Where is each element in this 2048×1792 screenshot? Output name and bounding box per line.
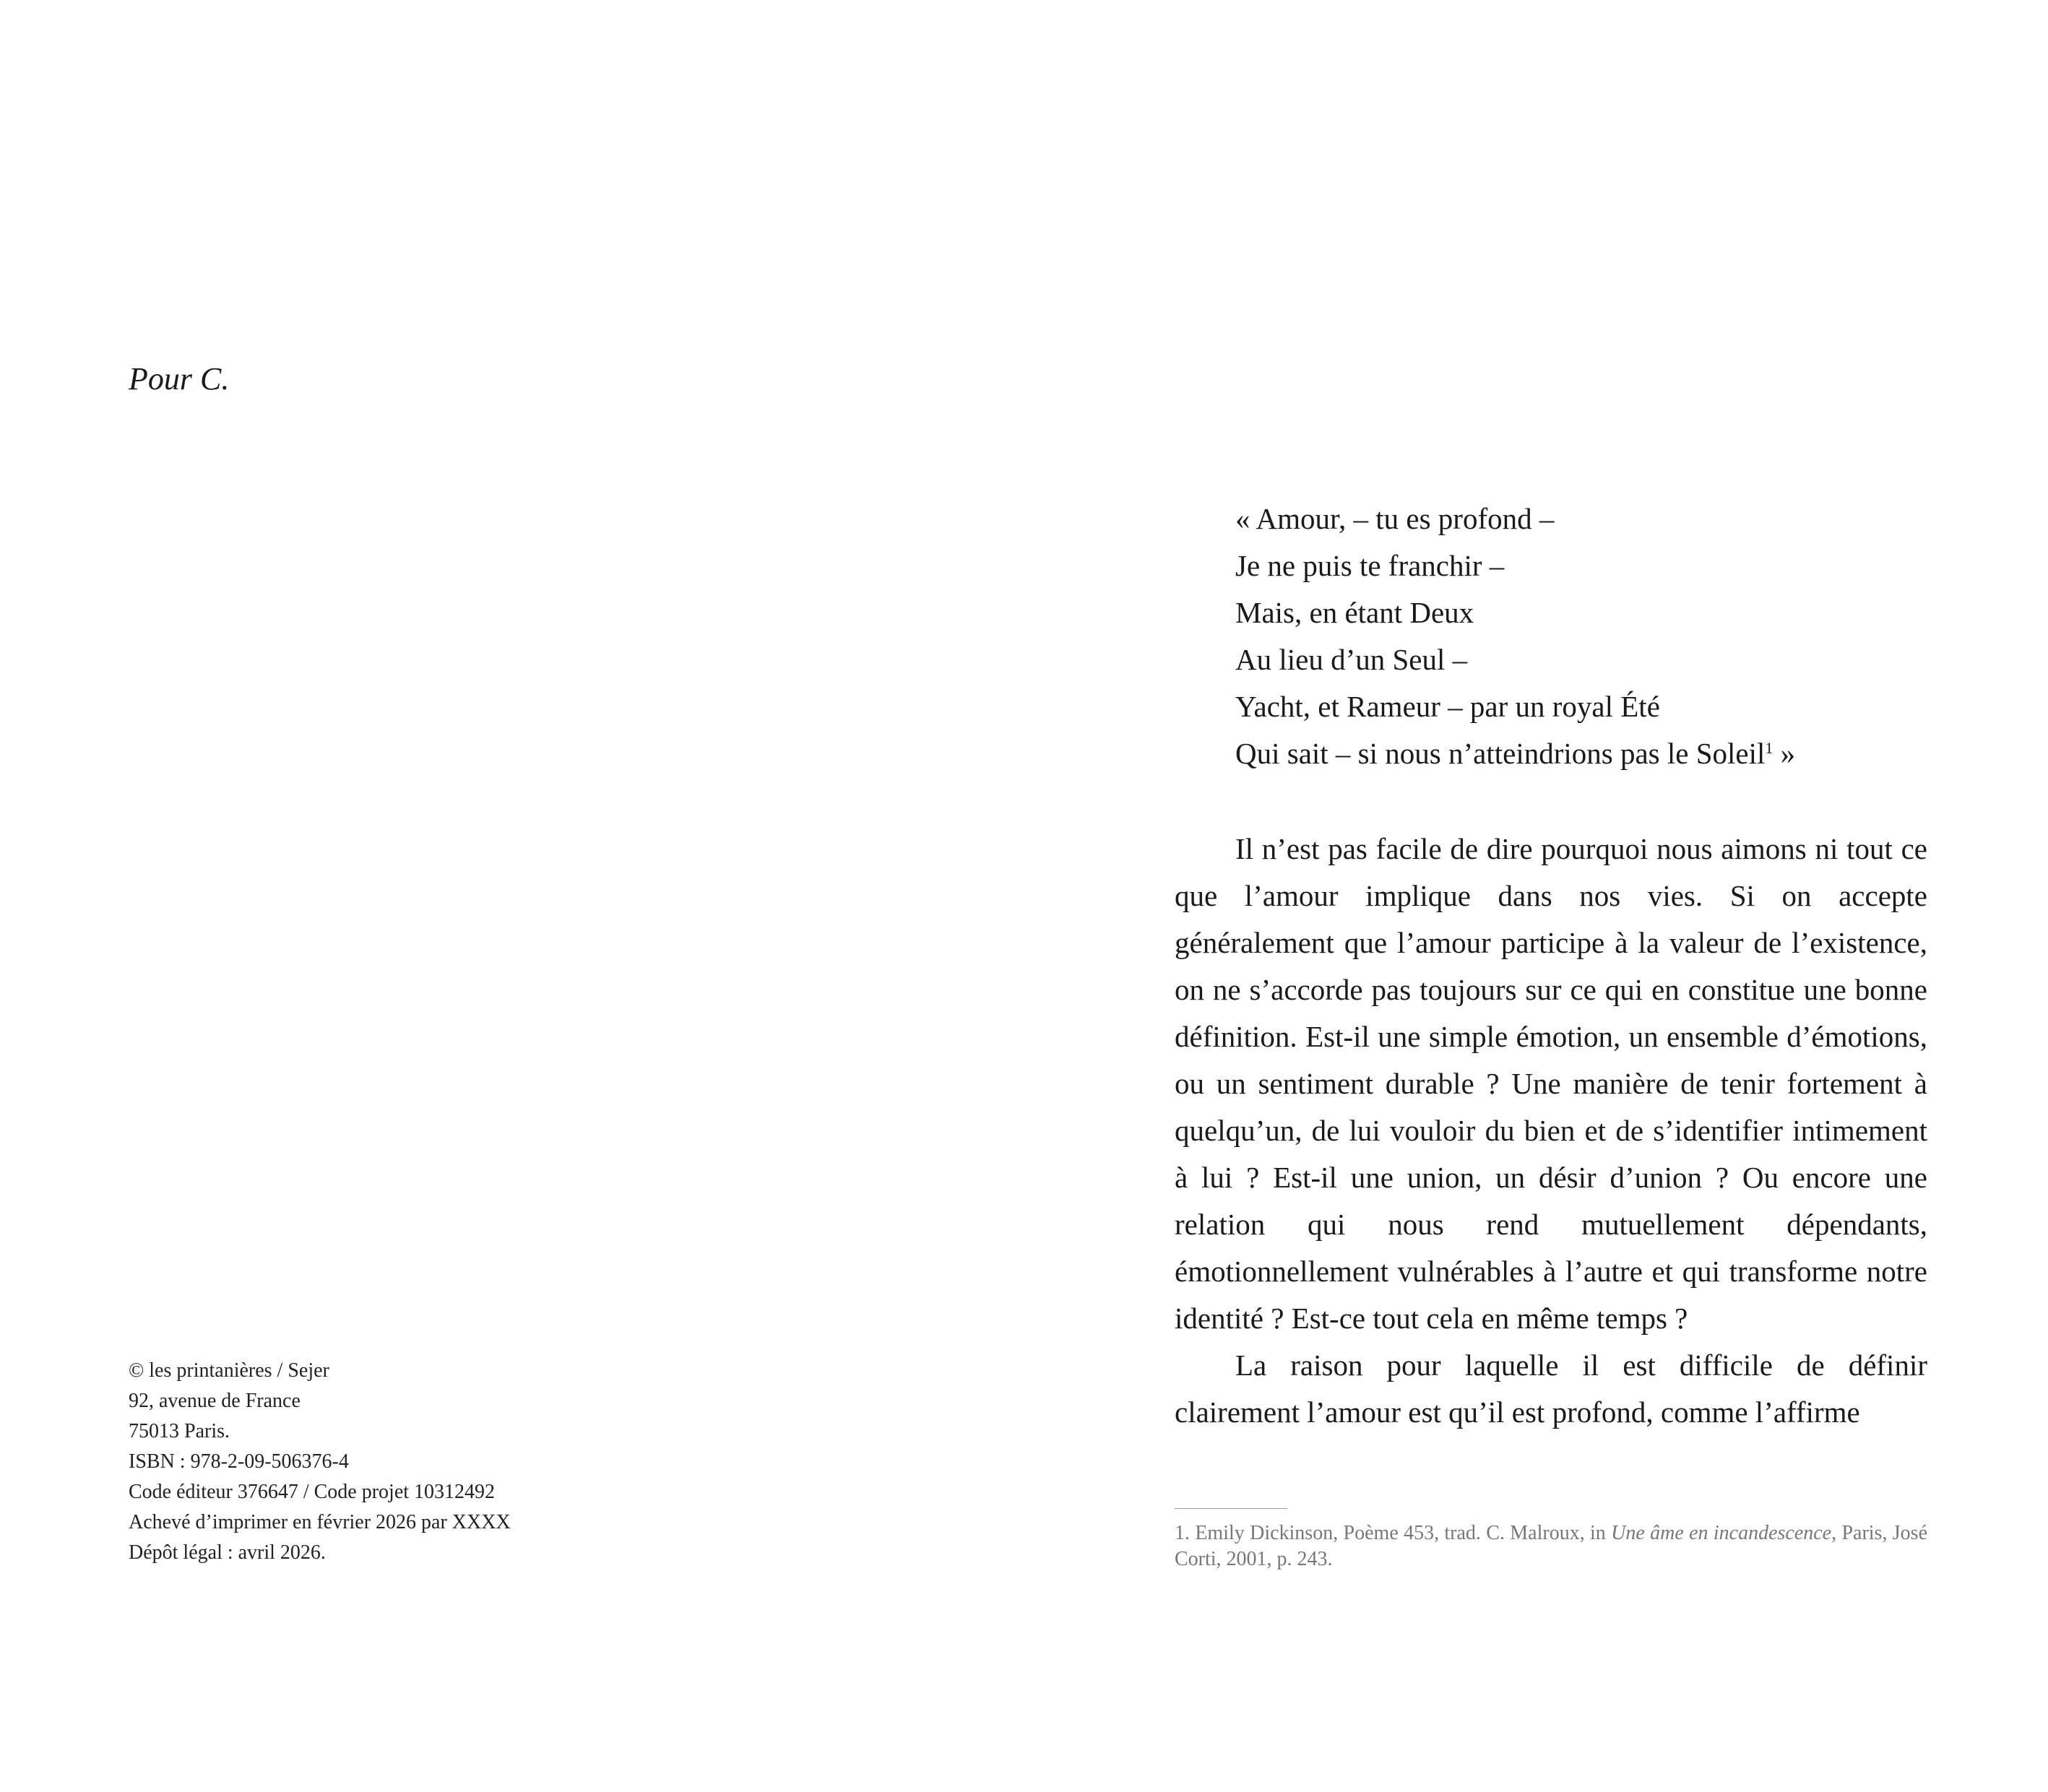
colophon-line: ISBN : 978-2-09-506376-4 bbox=[129, 1450, 349, 1473]
footnote-book-title: Une âme en incandescence bbox=[1611, 1522, 1832, 1544]
paragraph: La raison pour laquelle il est difficile de définir clairement l’amour est qu’il est profond, comme l’affirme bbox=[1175, 1349, 1927, 1429]
footnote-text-end: , Paris, José Corti, 2001, p. 243. bbox=[1175, 1522, 1927, 1570]
footnote-divider bbox=[1175, 1508, 1287, 1509]
epigraph-line bbox=[1235, 730, 1795, 777]
colophon-line: Code éditeur 376647 / Code projet 10312492 bbox=[129, 1481, 496, 1503]
colophon-line: Dépôt légal : avril 2026. bbox=[129, 1541, 326, 1564]
epigraph-line: Mais, en étant Deux bbox=[1235, 596, 1474, 629]
colophon bbox=[129, 1356, 511, 1568]
epigraph-line: Je ne puis te franchir – bbox=[1235, 549, 1505, 582]
right-page bbox=[1024, 0, 2048, 1792]
colophon-line: © les printanières / Sejer bbox=[129, 1359, 329, 1382]
body-text bbox=[1175, 826, 1927, 1436]
footnote bbox=[1175, 1520, 1927, 1572]
epigraph-line: « Amour, – tu es profond – bbox=[1235, 502, 1555, 535]
footnote-ref[interactable]: 1 bbox=[1765, 739, 1773, 757]
epigraph-line: Yacht, et Rameur – par un royal Été bbox=[1235, 690, 1660, 723]
colophon-line: 92, avenue de France bbox=[129, 1390, 301, 1412]
epigraph-line: Au lieu d’un Seul – bbox=[1235, 643, 1468, 676]
paragraph: Il n’est pas facile de dire pourquoi nous aimons ni tout ce que l’amour implique dans nos vies. Si on accepte généralement que l’amour participe à la valeur de l’existence, on ne s’accorde pas toujours sur ce qui en constitue une bonne définition. Est-il une simple émotion, un ensemble d’émotions, ou un sentiment durable ? Une manière de tenir fortement à quelqu’un, de lui vouloir du bien et de s’identifier intimement à lui ? Est-il une union, un désir d’union ? Ou encore une relation qui nous rend mutuellement dépendants, émotionnellement vulnérables à l’autre et qui transforme notre identité ? Est-ce tout cela en même temps ? bbox=[1175, 832, 1927, 1335]
epigraph-line-text: Qui sait – si nous n’atteindrions pas le Soleil bbox=[1235, 737, 1766, 770]
epigraph bbox=[1235, 495, 1795, 777]
colophon-line: 75013 Paris. bbox=[129, 1420, 230, 1442]
colophon-line: Achevé d’imprimer en février 2026 par XXXX bbox=[129, 1511, 511, 1533]
epigraph-closing-quote: » bbox=[1773, 737, 1796, 770]
footnote-text: 1. Emily Dickinson, Poème 453, trad. C. Malroux, in bbox=[1175, 1522, 1612, 1544]
dedication: Pour C. bbox=[129, 361, 230, 397]
